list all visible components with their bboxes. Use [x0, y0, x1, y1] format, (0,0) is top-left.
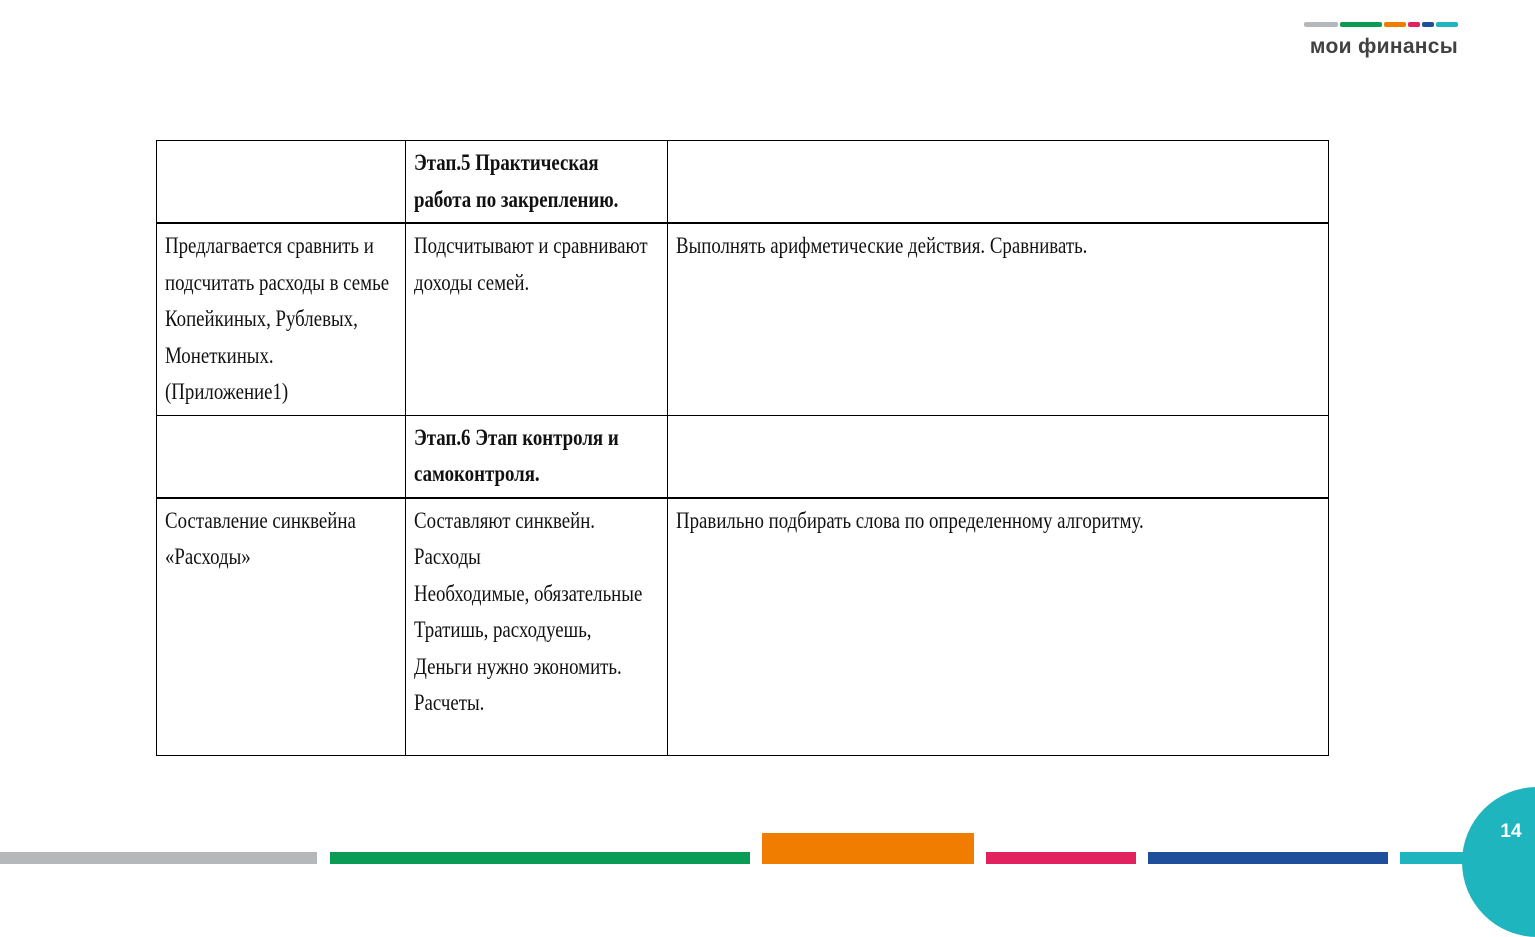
logo-segment-green	[1340, 22, 1382, 27]
footer-segment-green	[330, 852, 750, 864]
logo-color-bar	[1304, 22, 1458, 27]
table-cell	[406, 223, 668, 415]
logo-segment-gray	[1304, 22, 1338, 27]
footer-segment-gray	[0, 852, 317, 864]
brand-logo	[1304, 22, 1458, 62]
table-cell	[157, 223, 406, 415]
table-row	[157, 498, 1329, 756]
table-cell	[668, 223, 1329, 415]
teacher-activity-text: Предлагвается сравнить и подсчитать расходы в семье Копейкиных, Рублевых, Монеткиных. (Приложение1)	[165, 233, 390, 404]
student-activity-text: Подсчитывают и сравнивают доходы семей.	[414, 233, 648, 295]
skills-text: Правильно подбирать слова по определенному алгоритму.	[676, 507, 1144, 533]
table-cell	[157, 498, 406, 756]
logo-segment-blue	[1422, 22, 1434, 27]
table-cell	[668, 415, 1329, 498]
table-cell	[668, 498, 1329, 756]
page-number: 14	[1500, 821, 1522, 842]
footer-segment-pink	[986, 852, 1136, 864]
page-number-badge	[1462, 787, 1535, 937]
stage-title-cell	[406, 141, 668, 224]
footer-segment-orange	[762, 833, 974, 864]
table-row-stage-5	[157, 141, 1329, 224]
stage-title: Этап.5 Практическая работа по закреплению.	[414, 150, 619, 212]
footer-segment-blue	[1148, 852, 1388, 864]
table-row	[157, 223, 1329, 415]
table-cell	[668, 141, 1329, 224]
teacher-activity-text: Составление синквейна «Расходы»	[165, 507, 356, 569]
stage-title: Этап.6 Этап контроля и самоконтроля.	[414, 424, 619, 486]
logo-segment-pink	[1408, 22, 1420, 27]
skills-text: Выполнять арифметические действия. Сравнивать.	[676, 233, 1088, 258]
table-cell	[157, 141, 406, 224]
stage-title-cell	[406, 415, 668, 498]
table-cell	[157, 415, 406, 498]
logo-segment-orange	[1384, 22, 1406, 27]
student-activity-text: Составляют синквейн. Расходы Необходимые, обязательные Тратишь, расходуешь, Деньги нужно экономить. Расчеты.	[414, 507, 643, 715]
logo-segment-teal	[1436, 22, 1458, 27]
table-row-stage-6	[157, 415, 1329, 498]
table-cell	[406, 498, 668, 756]
lesson-table	[156, 140, 1329, 756]
logo-text: мои финансы	[1309, 35, 1458, 58]
